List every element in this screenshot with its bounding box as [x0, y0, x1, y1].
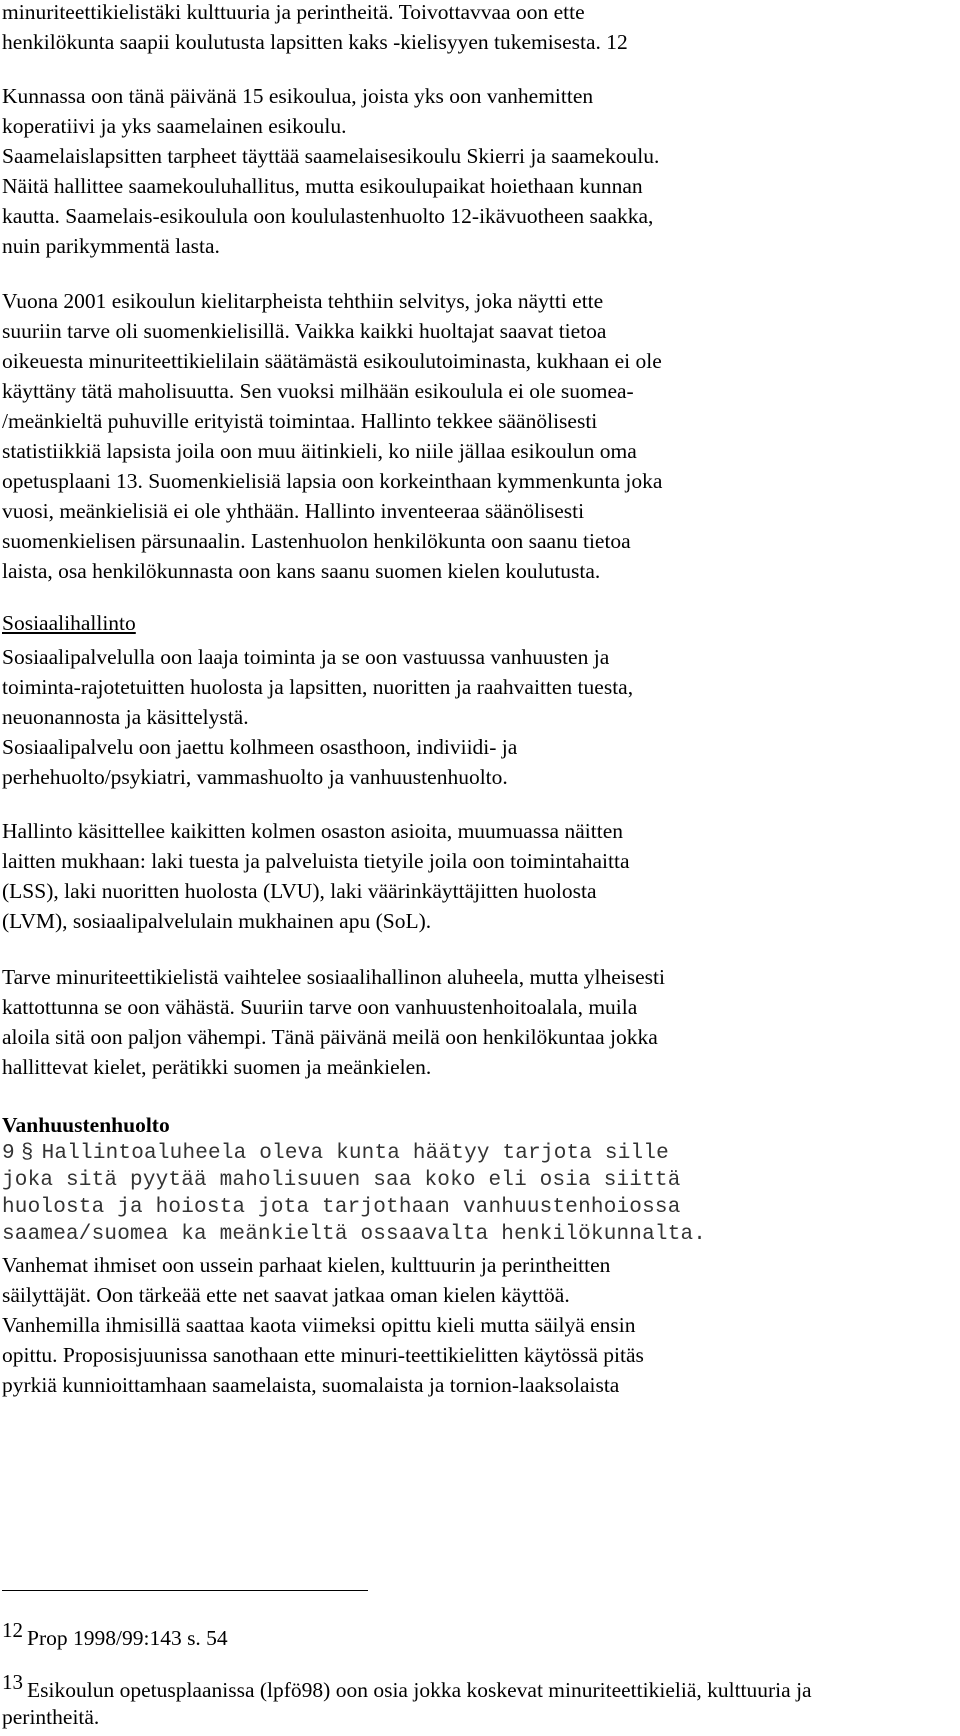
paragraph-line: Saamelaislapsitten tarpheet täyttää saamelaisesikoulu Skierri ja saamekoulu. [2, 144, 660, 168]
paragraph-line: hallittevat kielet, perätikki suomen ja meänkielen. [2, 1055, 432, 1079]
paragraph-line: koperatiivi ja yks saamelainen esikoulu. [2, 114, 347, 138]
paragraph-line: säilyttäjät. Oon tärkeää ette net saavat jatkaa oman kielen käyttöä. [2, 1283, 570, 1307]
paragraph-line: minuriteettikielistäki kulttuuria ja perintheitä. Toivottavvaa oon ette [2, 0, 585, 24]
footnote-12 [2, 1618, 228, 1653]
footnote-text: Esikoulun opetusplaanissa (lpfö98) oon osia jokka koskevat minuriteettikieliä, kulttuuria ja [27, 1678, 812, 1702]
paragraph-line: Tarve minuriteettikielistä vaihtelee sosiaalihallinon aluheela, mutta ylheisesti [2, 965, 665, 989]
paragraph-line: Hallinto käsittellee kaikitten kolmen osaston asioita, muumuassa näitten [2, 819, 623, 843]
paragraph-line: suomenkielisen pärsunaalin. Lastenhuolon henkilökunta oon saanu tietoa [2, 529, 631, 553]
paragraph-line: oikeuesta minuriteettikielilain säätämästä esikoulutoiminasta, kukhaan ei ole [2, 349, 662, 373]
monospace-line: saamea/suomea ka meänkieltä ossaavalta henkilökunnalta. [2, 1223, 707, 1246]
footnote-divider [2, 1590, 368, 1591]
footnote-number: 13 [2, 1670, 23, 1694]
paragraph-line: (LSS), laki nuoritten huolosta (LVU), laki väärinkäyttäjitten huolosta [2, 879, 597, 903]
paragraph-line: Vanhemilla ihmisillä saattaa kaota viimeksi opittu kieli mutta säilyä ensin [2, 1313, 636, 1337]
paragraph-line: vuosi, meänkielisiä ei ole yhthään. Hallinto inventeeraa säänölisesti [2, 499, 585, 523]
paragraph-line: laista, osa henkilökunnasta oon kans saanu suomen kielen koulutusta. [2, 559, 601, 583]
footnote-text: Prop 1998/99:143 s. 54 [27, 1626, 228, 1650]
paragraph-line: kattottunna se oon vähästä. Suuriin tarve oon vanhuustenhoitoalala, muila [2, 995, 638, 1019]
paragraph-line: käyttäny tätä maholisuutta. Sen vuoksi milhään esikoulula ei ole suomea- [2, 379, 634, 403]
paragraph-number: 9 [2, 1142, 15, 1165]
section-sign-icon: § [20, 1142, 34, 1165]
monospace-line [2, 1139, 669, 1169]
monospace-text: Hallintoaluheela oleva kunta häätyy tarjota sille [41, 1142, 669, 1165]
paragraph-line: toiminta-rajotetuitten huolosta ja lapsitten, nuoritten ja raahvaitten tuesta, [2, 675, 634, 699]
paragraph-line: aloila sitä oon paljon vähempi. Tänä päivänä meilä oon henkilökuntaa jokka [2, 1025, 658, 1049]
paragraph-line: laitten mukhaan: laki tuesta ja palveluista tietyile joila oon toimintahaitta [2, 849, 630, 873]
monospace-line: joka sitä pyytää maholisuuen saa koko eli osia siittä [2, 1169, 681, 1192]
footnote-13 [2, 1670, 812, 1705]
paragraph-line: suuriin tarve oli suomenkielisillä. Vaikka kaikki huoltajat saavat tietoa [2, 319, 607, 343]
paragraph-line: opetusplaani 13. Suomenkielisiä lapsia oon korkeinthaan kymmenkunta joka [2, 469, 663, 493]
paragraph-line: Kunnassa oon tänä päivänä 15 esikoulua, joista yks oon vanhemitten [2, 84, 594, 108]
paragraph-line: opittu. Proposisjuunissa sanothaan ette minuri-teettikielitten käytössä pitäs [2, 1343, 644, 1367]
section-heading-sosiaalihallinto: Sosiaalihallinto [2, 611, 136, 635]
section-heading-vanhuustenhuolto: Vanhuustenhuolto [2, 1113, 170, 1137]
paragraph-line: Sosiaalipalvelulla oon laaja toiminta ja se oon vastuussa vanhuusten ja [2, 645, 610, 669]
paragraph-line: Näitä hallittee saamekouluhallitus, mutta esikoulupaikat hoiethaan kunnan [2, 174, 643, 198]
monospace-line: huolosta ja hoiosta jota tarjothaan vanhuustenhoiossa [2, 1196, 681, 1219]
paragraph-line: statistiikkiä lapsista joila oon muu äitinkieli, ko niile jällaa esikoulun oma [2, 439, 637, 463]
paragraph-line: neuonannosta ja käsittelystä. [2, 705, 249, 729]
paragraph-line: pyrkiä kunnioittamhaan saamelaista, suomalaista ja tornion-laaksolaista [2, 1373, 620, 1397]
paragraph-line: kautta. Saamelais-esikoulula oon koululastenhuolto 12-ikävuotheen saakka, [2, 204, 654, 228]
paragraph-line: /meänkieltä puhuville erityistä toimintaa. Hallinto tekkee säänölisesti [2, 409, 598, 433]
footnote-number: 12 [2, 1618, 23, 1642]
paragraph-line: henkilökunta saapii koulutusta lapsitten kaks -kielisyyen tukemisesta. 12 [2, 30, 628, 54]
paragraph-line: (LVM), sosiaalipalvelulain mukhainen apu (SoL). [2, 909, 432, 933]
paragraph-line: Vanhemat ihmiset oon ussein parhaat kielen, kulttuurin ja perintheitten [2, 1253, 611, 1277]
paragraph-line: Vuona 2001 esikoulun kielitarpheista tehthiin selvitys, joka näytti ette [2, 289, 604, 313]
paragraph-line: nuin parikymmentä lasta. [2, 234, 220, 258]
footnote-continuation: perintheitä. [2, 1705, 100, 1729]
paragraph-line: perhehuolto/psykiatri, vammashuolto ja vanhuustenhuolto. [2, 765, 508, 789]
paragraph-line: Sosiaalipalvelu oon jaettu kolhmeen osasthoon, indiviidi- ja [2, 735, 518, 759]
